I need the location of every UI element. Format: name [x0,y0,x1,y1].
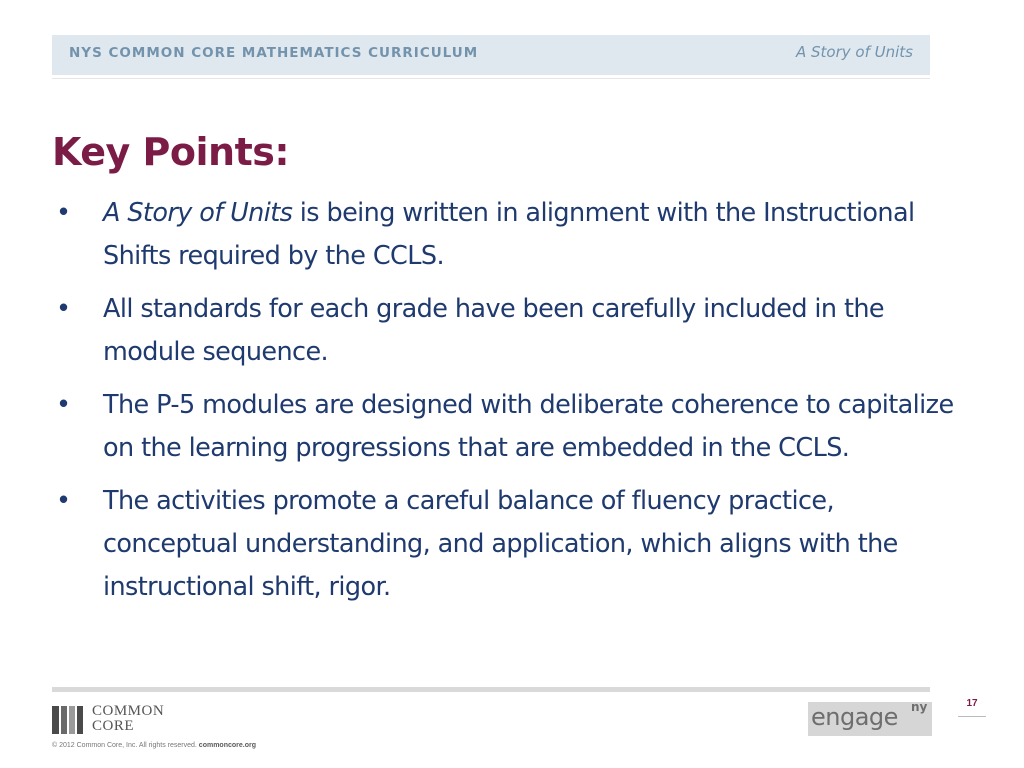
logo-bar [69,706,75,734]
copyright-text: © 2012 Common Core, Inc. All rights reserved. [52,742,197,749]
curriculum-title: NYS COMMON CORE MATHEMATICS CURRICULUM [69,45,479,61]
engage-ny-superscript: ny [911,700,928,714]
series-name: A Story of Units [796,43,913,61]
key-point-2-text: All standards for each grade have been carefully included in the module sequence. [103,294,885,367]
logo-bar [77,706,83,734]
slide-title: Key Points: [52,130,290,174]
logo-bar [52,706,59,734]
engageny-logo [808,702,932,736]
key-point-2 [52,288,972,374]
common-core-bars-icon [52,706,86,734]
key-point-1-text: is being written in alignment with the Instructional Shifts required by the CCLS. [103,198,915,271]
footer-divider [52,687,930,692]
key-point-3 [52,384,972,470]
page-number: 17 [966,698,978,709]
bullet-icon: • [56,198,71,228]
header-divider [52,78,930,79]
key-points-list [52,192,972,619]
key-point-3-text: The P-5 modules are designed with deliberate coherence to capitalize on the learning progressions that are embedded in the CCLS. [103,390,954,463]
key-point-4 [52,480,972,609]
copyright-link[interactable]: commoncore.org [198,742,256,749]
common-core-wordmark [92,704,192,734]
header-bar [52,35,930,75]
bullet-icon: • [56,486,71,516]
logo-line-1: COMMON [92,703,165,719]
engage-wordmark: engage [811,703,898,731]
bullet-icon: • [56,390,71,420]
page-number-underline [958,716,986,717]
copyright-notice [52,742,256,749]
bullet-icon: • [56,294,71,324]
key-point-1 [52,192,972,278]
logo-line-2: CORE [92,718,135,734]
logo-bar [61,706,67,734]
key-point-4-text: The activities promote a careful balance of fluency practice, conceptual understanding, and application, which aligns with the instructional shift, rigor. [103,486,898,602]
key-point-1-emphasis: A Story of Units [103,198,293,228]
